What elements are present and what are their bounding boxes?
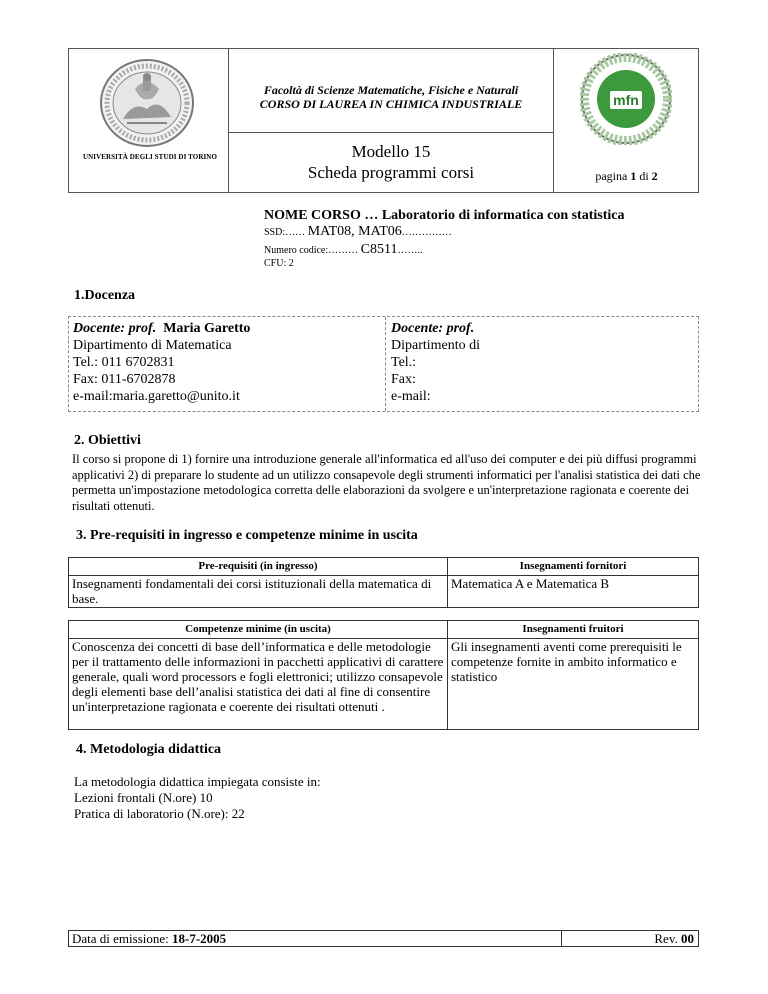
header-box xyxy=(68,48,699,193)
revision xyxy=(654,931,694,947)
metodologia-line: La metodologia didattica impiegata consiste in: xyxy=(74,774,321,789)
docente-label: Docente: prof. xyxy=(73,321,157,336)
page-number: 1 xyxy=(630,169,637,183)
course-code-label: Numero codice:……… xyxy=(264,245,359,256)
docenza-box xyxy=(68,316,699,412)
metodologia-text xyxy=(74,774,321,822)
ssd-dots: …………… xyxy=(401,227,452,238)
docente-label: Docente: prof. xyxy=(391,321,475,336)
emission-date-label: Data di emissione: xyxy=(72,931,169,946)
faculty-heading xyxy=(229,83,553,111)
course-name: Laboratorio di informatica con statistica xyxy=(381,208,625,223)
section-prerequisiti-title: 3. Pre-requisiti in ingresso e competenze minime in uscita xyxy=(76,528,418,543)
course-name-line xyxy=(264,208,624,224)
emission-date xyxy=(72,931,226,947)
docente-email: e-mail:maria.garetto@unito.it xyxy=(73,389,240,404)
faculty-mfn-logo xyxy=(580,53,672,145)
ssd-value: MAT08, MAT06 xyxy=(307,224,402,239)
table-cell: Gli insegnamenti aventi come prerequisiti le competenze fornite in ambito informatico e statistico xyxy=(448,639,699,730)
docente-dept: Dipartimento di Matematica xyxy=(73,338,232,353)
sheet-title: Scheda programmi corsi xyxy=(307,163,475,182)
obiettivi-text: Il corso si propone di 1) fornire una introduzione generale all'informatica ed all'uso dei computer e dei più diffusi programmi applicativi 2) di preparare lo studente ad un utilizzo consapevole degli strumenti informatici per l'analisi statistica dei dati che permetta un'impostazione metodologica corretta delle elaborazioni da svolgere e un'interpretazione ragionata e coerente dei risultati ottenuti. xyxy=(72,452,701,513)
revision-label: Rev. xyxy=(654,931,678,946)
university-seal-logo xyxy=(97,57,197,149)
section-metodologia-title: 4. Metodologia didattica xyxy=(76,742,222,757)
docente-right xyxy=(391,320,480,405)
table-header: Competenze minime (in uscita) xyxy=(69,621,448,639)
revision-value: 00 xyxy=(681,931,694,946)
page-of: di xyxy=(639,169,649,183)
footer-box xyxy=(68,930,699,947)
table-header: Insegnamenti fornitori xyxy=(448,558,699,576)
course-code: C8511 xyxy=(360,242,398,257)
competenze-table xyxy=(68,620,699,730)
docente-fax: Fax: xyxy=(391,372,416,387)
course-code-dots: …….. xyxy=(397,245,423,256)
emission-date-value: 18-7-2005 xyxy=(172,931,227,946)
ssd-line xyxy=(264,224,452,240)
faculty-name: Facoltà di Scienze Matematiche, Fisiche e Naturali xyxy=(263,83,519,97)
logo-text: mfn xyxy=(613,92,639,108)
model-number: Modello 15 xyxy=(351,142,431,161)
prerequisiti-table xyxy=(68,557,699,608)
docente-tel: Tel.: 011 6702831 xyxy=(73,355,175,370)
docente-left xyxy=(73,320,250,405)
section-docenza-title: 1.Docenza xyxy=(74,288,136,303)
degree-name: CORSO DI LAUREA IN CHIMICA INDUSTRIALE xyxy=(259,97,523,111)
table-cell: Conoscenza dei concetti di base dell’informatica e delle metodologie per il trattamento delle informazioni in pacchetti applicativi di carattere generale, quali word processors e fogli elettronici; utilizzo consapevole degli elementi base dell’analisi statistica dei dati al fine di consentire un'interpretazione ragionata e coerente dei risultati ottenuti . xyxy=(69,639,448,730)
docente-dept: Dipartimento di xyxy=(391,338,481,353)
page-total: 2 xyxy=(651,169,658,183)
page-label: pagina xyxy=(595,169,628,183)
docente-fax: Fax: 011-6702878 xyxy=(73,372,176,387)
docente-email: e-mail: xyxy=(391,389,431,404)
cfu-line: CFU: 2 xyxy=(264,258,294,269)
table-cell: Insegnamenti fondamentali dei corsi istituzionali della matematica di base. xyxy=(69,576,448,608)
university-name: UNIVERSITÀ DEGLI STUDI DI TORINO xyxy=(82,153,218,161)
docente-tel: Tel.: xyxy=(391,355,417,370)
ssd-label: SSD:…… xyxy=(264,227,306,238)
docente-name: Maria Garetto xyxy=(163,321,251,336)
course-name-label: NOME CORSO … xyxy=(264,208,379,223)
metodologia-line: Lezioni frontali (N.ore) 10 xyxy=(74,790,213,805)
page-indicator xyxy=(554,169,699,184)
course-code-line xyxy=(264,242,422,258)
footer-divider xyxy=(561,931,562,946)
table-header: Pre-requisiti (in ingresso) xyxy=(69,558,448,576)
table-header: Insegnamenti fruitori xyxy=(448,621,699,639)
header-divider xyxy=(228,132,554,133)
model-title xyxy=(229,141,553,183)
metodologia-line: Pratica di laboratorio (N.ore): 22 xyxy=(74,806,245,821)
table-cell: Matematica A e Matematica B xyxy=(448,576,699,608)
docenza-divider xyxy=(385,317,386,411)
section-obiettivi-title: 2. Obiettivi xyxy=(74,433,141,448)
